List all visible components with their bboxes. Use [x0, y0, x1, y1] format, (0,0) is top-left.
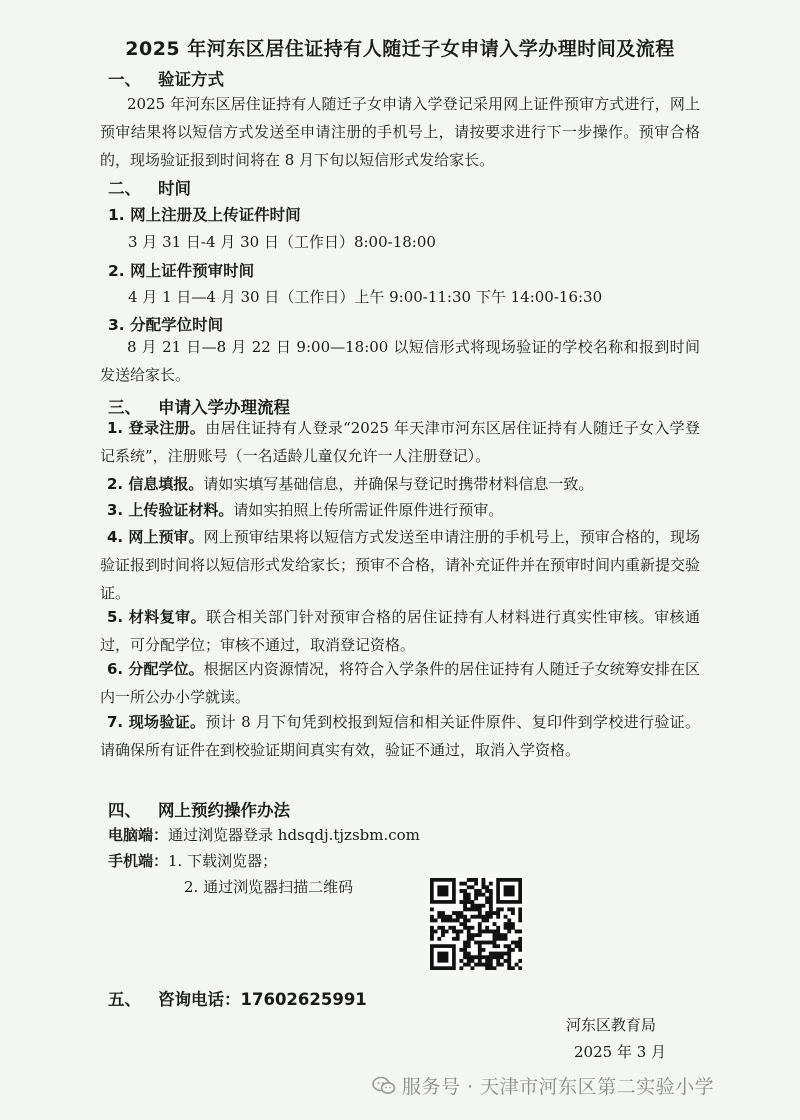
step-text: 由居住证持有人登录“2025 年天津市河东区居住证持有人随迁子女入学登记系统”，注册账号（一名适龄儿童仅允许一人注册登记）。	[100, 419, 700, 465]
time-item-heading: 1. 网上注册及上传证件时间	[108, 206, 301, 224]
pc-label: 电脑端：	[108, 826, 169, 844]
section-number: 三、	[108, 398, 141, 417]
process-step	[100, 414, 700, 470]
issuing-organization: 河东区教育局	[566, 1016, 657, 1034]
qr-code[interactable]	[430, 878, 522, 970]
section-heading-contact	[108, 986, 367, 1010]
watermark-text: 服务号 · 天津市河东区第二实验小学	[402, 1076, 715, 1098]
qr-code-graphic	[430, 878, 522, 970]
section-number: 一、	[108, 70, 141, 89]
issue-date: 2025 年 3 月	[574, 1043, 667, 1061]
wechat-icon	[372, 1076, 396, 1096]
process-step	[100, 470, 700, 498]
step-lead: 2. 信息填报。	[107, 475, 204, 493]
process-step	[100, 523, 700, 607]
pc-text: 通过浏览器登录 hdsqdj.tjzsbm.com	[168, 826, 420, 844]
process-step	[100, 708, 700, 764]
time-item-heading: 2. 网上证件预审时间	[108, 262, 255, 280]
section-heading-verification	[108, 66, 224, 90]
section-number: 五、	[108, 990, 141, 1009]
wechat-watermark	[372, 1072, 714, 1099]
step-lead: 4. 网上预审。	[107, 528, 204, 546]
step-text: 请如实拍照上传所需证件原件进行预审。	[233, 501, 504, 519]
page-title: 2025 年河东区居住证持有人随迁子女申请入学办理时间及流程	[125, 38, 675, 60]
section-title: 时间	[158, 179, 191, 198]
mobile-step-1: 1. 下载浏览器；	[168, 852, 278, 870]
step-text: 根据区内资源情况，将符合入学条件的居住证持有人随迁子女统筹安排在区内一所公办小学就读。	[100, 660, 700, 706]
step-lead: 3. 上传验证材料。	[107, 501, 234, 519]
process-step	[100, 603, 700, 659]
mobile-step-2: 2. 通过浏览器扫描二维码	[184, 878, 354, 896]
step-lead: 1. 登录注册。	[107, 419, 206, 437]
time-item-text: 4 月 1 日—4 月 30 日（工作日）上午 9:00-11:30 下午 14:00-16:30	[128, 288, 603, 306]
section-title: 申请入学办理流程	[158, 398, 290, 417]
section-number: 四、	[108, 801, 141, 820]
step-text: 预计 8 月下旬凭到校报到短信和相关证件原件、复印件到学校进行验证。请确保所有证件在到校验证期间真实有效，验证不通过，取消入学资格。	[100, 713, 700, 759]
time-item-text: 3 月 31 日-4 月 30 日（工作日）8:00-18:00	[128, 233, 436, 251]
section-heading-time	[108, 175, 191, 199]
process-step	[100, 496, 700, 524]
mobile-label: 手机端：	[108, 852, 169, 870]
time-item-heading: 3. 分配学位时间	[108, 316, 224, 334]
section-number: 二、	[108, 179, 141, 198]
step-text: 请如实填写基础信息，并确保与登记时携带材料信息一致。	[203, 475, 594, 493]
step-text: 网上预审结果将以短信方式发送至申请注册的手机号上，预审合格的，现场验证报到时间将以短信形式发给家长；预审不合格，请补充证件并在预审时间内重新提交验证。	[100, 528, 701, 602]
step-lead: 7. 现场验证。	[107, 713, 206, 731]
time-item-text: 8 月 21 日—8 月 22 日 9:00—18:00 以短信形式将现场验证的学校名称和报到时间发送给家长。	[100, 338, 700, 384]
step-lead: 5. 材料复审。	[107, 608, 207, 626]
step-lead: 6. 分配学位。	[107, 660, 204, 678]
section-heading-online	[108, 797, 290, 821]
pc-instruction	[108, 824, 420, 845]
section-title: 验证方式	[158, 70, 224, 89]
mobile-instruction	[108, 850, 277, 871]
verification-paragraph: 2025 年河东区居住证持有人随迁子女申请入学登记采用网上证件预审方式进行，网上预审结果将以短信方式发送至申请注册的手机号上，请按要求进行下一步操作。预审合格的，现场验证报到时间将在 8 月下旬以短信形式发给家长。	[100, 95, 700, 169]
step-text: 联合相关部门针对预审合格的居住证持有人材料进行真实性审核。审核通过，可分配学位；审核不通过，取消登记资格。	[100, 608, 700, 654]
section-title: 网上预约操作办法	[158, 801, 290, 820]
section-title: 咨询电话：17602625991	[158, 990, 367, 1009]
process-step	[100, 655, 700, 711]
